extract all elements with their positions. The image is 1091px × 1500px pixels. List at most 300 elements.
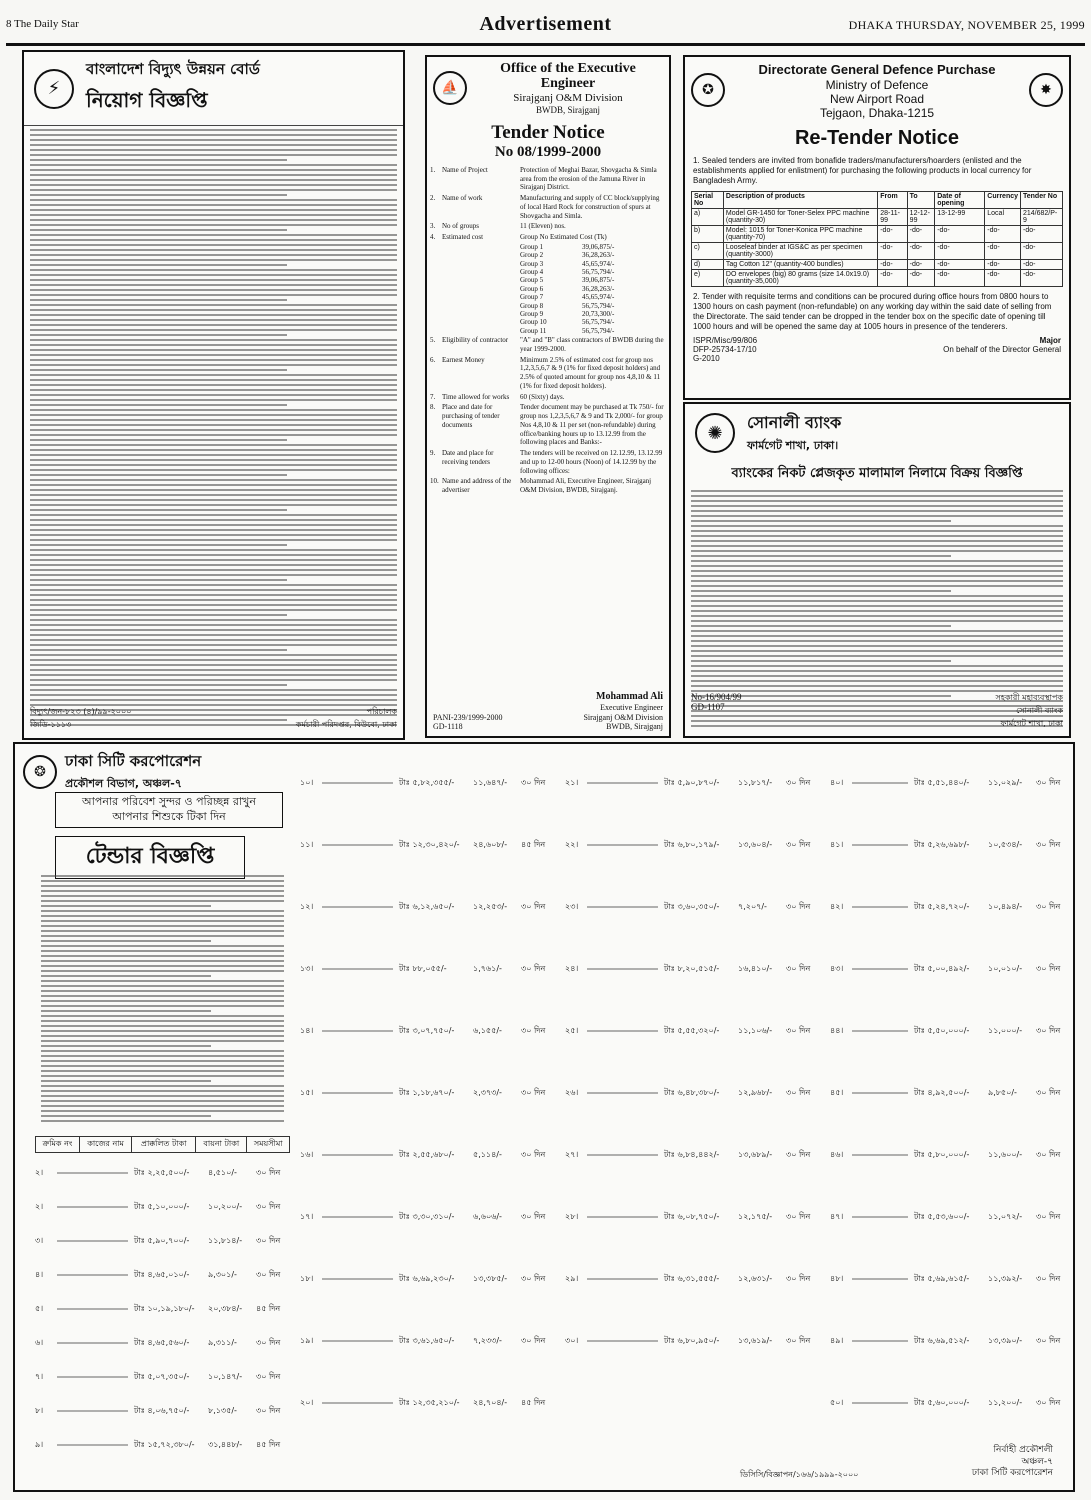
dcc-slogan-2: আপনার শিশুকে টিকা দিন [112, 809, 226, 823]
text-line [30, 574, 397, 576]
dcc-row-sn: ১১। [300, 839, 314, 849]
bpdb-logo-icon: ⚡ [34, 69, 74, 109]
dcc-dept: প্রকৌশল বিভাগ, অঞ্চল-৭ [65, 777, 182, 790]
dcc-row-ern: ১১,১০৬/- [738, 1025, 773, 1035]
bwdb-group-row [427, 285, 669, 293]
dgdp-logo-icon: ✪ [691, 73, 725, 107]
bwdb-row-v: Group No Estimated Cost (Tk) [520, 233, 607, 242]
table-cell: Looseleaf binder at IGS&C as per specimen (quantity-3000) [723, 242, 877, 259]
text-line [30, 329, 397, 331]
text-line [30, 154, 397, 156]
text-line [30, 394, 397, 396]
text-line [41, 1025, 284, 1027]
dcc-row-ern: ৭,২০৭/- [738, 901, 767, 911]
text-line [41, 935, 284, 937]
sonali-footer [691, 692, 1063, 731]
bpdb-gd: জিডি-১১১৩ [30, 720, 72, 729]
bwdb-group-cost: 45,65,974/- [582, 259, 615, 268]
bwdb-row-v: "A" and "B" class contractors of BWDB during the year 1999-2000. [520, 336, 664, 353]
bwdb-row-n: 5. [430, 336, 436, 345]
text-line [30, 489, 397, 491]
text-line [691, 645, 1063, 647]
bpdb-footer [30, 706, 397, 732]
text-line [691, 550, 1063, 552]
text-line [691, 525, 1063, 527]
text-line [41, 975, 211, 977]
dcc-tender-row [565, 1248, 820, 1310]
dcc-row-sn: ৪। [35, 1269, 44, 1279]
sonali-ref2: GD-1107 [691, 702, 725, 712]
dcc-row-sn: ৩। [35, 1235, 44, 1245]
bwdb-group-row [427, 293, 669, 301]
text-line [30, 344, 397, 346]
dcc-tender-row [565, 1000, 820, 1062]
bwdb-group-cost: 45,65,974/- [582, 293, 615, 302]
dcc-column-4 [830, 752, 1070, 1407]
dcc-row-tx [57, 1240, 128, 1242]
bwdb-group-row [427, 243, 669, 251]
text-line [30, 439, 287, 441]
dcc-tender-row [830, 1372, 1070, 1434]
dcc-row-amt: টাঃ ৫,০০,৪৯২/- [914, 963, 970, 973]
dcc-tender-row [35, 1156, 290, 1190]
text-line [30, 274, 397, 276]
dcc-row-dd: ৩০ দিন [786, 1211, 811, 1221]
table-cell: -do- [985, 269, 1021, 286]
dgdp-address-1: New Airport Road [829, 91, 925, 106]
bwdb-group-cost: 56,75,794/- [582, 301, 615, 310]
dcc-col-header: সময়সীমা [247, 1137, 290, 1153]
dcc-row-tx [852, 1216, 908, 1218]
text-line [691, 650, 1063, 652]
text-line [30, 244, 397, 246]
text-line [30, 549, 397, 551]
text-line [30, 424, 397, 426]
dcc-row-ern: ১১,৮১৭/- [738, 777, 773, 787]
dcc-row-dd: ৩০ দিন [256, 1269, 281, 1279]
bwdb-row-v: Mohammad Ali, Executive Engineer, Sirajganj O&M Division, BWDB, Sirajganj. [520, 477, 652, 495]
dcc-row-tx [57, 1206, 128, 1208]
dcc-tender-row [35, 1326, 290, 1360]
dcc-row-dd: ৩০ দিন [1036, 1335, 1061, 1345]
dgdp-col-header: Tender No [1021, 191, 1063, 208]
dcc-row-amt: টাঃ ২,৫৫,৬৮০/- [399, 1149, 455, 1159]
dcc-row-amt: টাঃ ১২,৩৫,২১০/- [399, 1397, 460, 1407]
text-line [41, 1015, 284, 1017]
dcc-row-ern: ১১,৬৪৭/- [473, 777, 508, 787]
text-line [30, 369, 287, 371]
bwdb-ref1: PANI-239/1999-2000 [433, 712, 503, 722]
dcc-tender-row [830, 752, 1070, 814]
dcc-row-tx [322, 1030, 393, 1032]
dcc-row-ern: ২,৩৭৩/- [473, 1087, 502, 1097]
table-cell: -do- [985, 225, 1021, 242]
text-line [30, 419, 397, 421]
dcc-row-dd: ৩০ দিন [1036, 963, 1061, 973]
dcc-row-dd: ৩০ দিন [1036, 1397, 1061, 1407]
dcc-row-ern: ১৩,৬০৪/- [738, 839, 773, 849]
dcc-row-tx [322, 1402, 393, 1404]
text-line [30, 374, 397, 376]
text-line [41, 1000, 284, 1002]
table-cell: -do- [1021, 269, 1063, 286]
dcc-row-sn: ১৬। [300, 1149, 314, 1159]
text-line [691, 560, 1063, 562]
text-line [41, 1005, 284, 1007]
text-line [30, 149, 397, 151]
dcc-row-sn: ২৪। [565, 963, 579, 973]
dcc-tender-row [830, 1248, 1070, 1310]
text-line [30, 699, 397, 701]
bwdb-group-name: Group 2 [520, 251, 544, 260]
text-line [30, 524, 397, 526]
text-line [41, 940, 211, 942]
dcc-row-ern: ১,৭৬১/- [473, 963, 502, 973]
dcc-row-ern: ১০,১৪৭/- [208, 1371, 243, 1381]
dcc-tender-row [565, 876, 820, 938]
text-line [30, 254, 397, 256]
bwdb-row [427, 392, 669, 403]
text-line [30, 534, 397, 536]
dcc-tender-row [830, 1000, 1070, 1062]
text-line [30, 379, 397, 381]
dcc-row-dd: ৩০ দিন [256, 1201, 281, 1211]
dcc-row-amt: টাঃ ৩,০৭,৭৫০/- [399, 1025, 455, 1035]
dcc-row-sn: ১৯। [300, 1335, 314, 1345]
text-line [30, 199, 397, 201]
bwdb-group-cost: 56,75,794/- [582, 326, 615, 335]
dcc-row-tx [322, 782, 393, 784]
text-line [41, 1040, 284, 1042]
dcc-tender-row [565, 1062, 820, 1124]
bwdb-row-k: Name and address of the advertiser [442, 477, 512, 495]
table-row [692, 259, 1063, 269]
bwdb-row-v: 60 (Sixty) days. [520, 392, 565, 401]
text-line [30, 529, 397, 531]
dcc-row-amt: টাঃ ৫,৫৩,৬০০/- [914, 1211, 970, 1221]
table-cell: -do- [907, 242, 935, 259]
dcc-row-dd: ৩০ দিন [1036, 1025, 1061, 1035]
text-line [41, 960, 284, 962]
text-line [30, 464, 397, 466]
dcc-tender-row [830, 1310, 1070, 1372]
bwdb-group-row [427, 251, 669, 259]
bwdb-office: Office of the Executive Engineer [500, 61, 636, 92]
text-line [30, 629, 397, 631]
bwdb-row-n: 1. [430, 165, 436, 174]
dcc-row-tx [852, 782, 908, 784]
bpdb-recruitment-ad [22, 50, 405, 740]
dcc-row-tx [852, 1154, 908, 1156]
bwdb-row [427, 335, 669, 355]
text-line [41, 1095, 284, 1097]
dcc-row-sn: ৪৩। [830, 963, 844, 973]
bwdb-tender-no: No 08/1999-2000 [494, 143, 602, 160]
dcc-tender-row [35, 1190, 290, 1224]
table-cell: -do- [985, 259, 1021, 269]
text-line [41, 965, 284, 967]
dcc-row-amt: টাঃ ৪,৬৫,৫৬০/- [134, 1337, 190, 1347]
dcc-tender-row [830, 1186, 1070, 1248]
bwdb-signature [583, 691, 663, 732]
text-line [30, 474, 287, 476]
dcc-row-ern: ১২,৬৩১/- [738, 1273, 773, 1283]
text-line [30, 569, 397, 571]
text-line [30, 484, 397, 486]
text-line [691, 500, 1063, 502]
dcc-row-amt: টাঃ ৮৮,০৫৫/- [399, 963, 447, 973]
table-cell: -do- [907, 259, 935, 269]
dcc-row-sn: ২৫। [565, 1025, 579, 1035]
text-line [30, 309, 397, 311]
dcc-row-dd: ৩০ দিন [786, 1025, 811, 1035]
text-line [30, 669, 397, 671]
text-line [30, 194, 287, 196]
dcc-row-amt: টাঃ ৬,৮০,৯৫০/- [664, 1335, 720, 1345]
dcc-logo-icon: ❂ [23, 755, 57, 789]
text-line [30, 634, 397, 636]
text-line [30, 639, 397, 641]
dgdp-col-header: Serial No [692, 191, 724, 208]
dcc-tender-row [35, 1360, 290, 1394]
dcc-row-sn: ১৭। [300, 1211, 314, 1221]
text-line [30, 184, 397, 186]
dcc-row-dd: ৪৫ দিন [521, 1397, 546, 1407]
bwdb-group-name: Group 4 [520, 267, 544, 276]
text-line [30, 624, 397, 626]
dcc-tender-row [565, 752, 820, 814]
dcc-tender-row [300, 752, 555, 814]
dcc-row-sn: ৯। [35, 1439, 44, 1449]
text-line [30, 414, 397, 416]
dcc-row-ern: ১০,২০০/- [208, 1201, 243, 1211]
text-line [691, 655, 1063, 657]
dgdp-col-header: From [878, 191, 907, 208]
dcc-row-sn: ৪৪। [830, 1025, 844, 1035]
text-line [41, 950, 284, 952]
text-line [691, 505, 1063, 507]
dcc-row-sn: ৪৮। [830, 1273, 844, 1283]
dcc-column-1 [35, 1156, 290, 1476]
bwdb-group-row [427, 318, 669, 326]
dcc-row-sn: ৪৭। [830, 1211, 844, 1221]
bwdb-row-n: 8. [430, 403, 436, 412]
dcc-tender-ad [13, 742, 1075, 1492]
bwdb-row-n: 9. [430, 449, 436, 458]
sonali-ref1: No-16/904/99 [691, 692, 742, 702]
text-line [30, 354, 397, 356]
bwdb-row-k: Date and place for receiving tenders [442, 449, 494, 466]
text-line [30, 204, 397, 206]
dcc-row-amt: টাঃ ৩,৬১,৬৫০/- [399, 1335, 455, 1345]
text-line [41, 1075, 284, 1077]
bwdb-group-name: Group 1 [520, 242, 544, 251]
dcc-row-ern: ৯,৮৫০/- [988, 1087, 1017, 1097]
dcc-table-header [35, 1136, 290, 1153]
dcc-row-sn: ২৬। [565, 1087, 579, 1097]
text-line [41, 875, 284, 877]
text-line [30, 219, 397, 221]
text-line [691, 615, 1063, 617]
dcc-sign-2: অঞ্চল-৭ [1021, 1456, 1053, 1467]
dcc-row-sn: ১৪। [300, 1025, 314, 1035]
dcc-row-sn: ১৩। [300, 963, 314, 973]
bwdb-row [427, 476, 669, 496]
text-line [691, 640, 1063, 642]
text-line [30, 694, 397, 696]
dcc-row-ern: ১০,০১০/- [988, 963, 1023, 973]
dcc-row-tx [587, 844, 658, 846]
dcc-tender-row [300, 876, 555, 938]
table-row [692, 225, 1063, 242]
dcc-row-dd: ৩০ দিন [256, 1371, 281, 1381]
dcc-row-sn: ১৮। [300, 1273, 314, 1283]
dcc-row-dd: ৩০ দিন [786, 839, 811, 849]
table-cell: -do- [907, 269, 935, 286]
text-line [691, 625, 951, 627]
text-line [30, 284, 397, 286]
dcc-row-amt: টাঃ ৬,৩১,৫৫৫/- [664, 1273, 720, 1283]
dcc-row-sn: ৪৫। [830, 1087, 844, 1097]
text-line [30, 144, 397, 146]
bwdb-group-cost: 56,75,794/- [582, 267, 615, 276]
text-line [30, 454, 397, 456]
bpdb-sign-office: কর্মচারী পরিদপ্তর, বিউবো, ঢাকা [295, 720, 397, 729]
text-line [30, 594, 397, 596]
text-line [30, 139, 397, 141]
dcc-row-tx [852, 844, 908, 846]
dgdp-sign-rank: Major [1039, 335, 1061, 345]
dcc-row-dd: ৩০ দিন [786, 1335, 811, 1345]
text-line [30, 514, 397, 516]
text-line [30, 384, 397, 386]
bwdb-group-name: Group 9 [520, 309, 544, 318]
text-line [691, 515, 1063, 517]
dcc-row-ern: ২৪,৬০৮/- [473, 839, 508, 849]
sonali-auction-ad [683, 402, 1071, 738]
table-cell: -do- [935, 242, 985, 259]
text-line [30, 609, 397, 611]
sonali-logo-icon: ✺ [695, 413, 735, 453]
table-row [692, 269, 1063, 286]
text-line [30, 494, 397, 496]
dcc-row-ern: ৬,১৫৫/- [473, 1025, 502, 1035]
text-line [30, 599, 397, 601]
dcc-row-dd: ৩০ দিন [256, 1405, 281, 1415]
text-line [30, 444, 397, 446]
dcc-tender-row [300, 1186, 555, 1248]
dcc-row-ern: ৮,১৩৫/- [208, 1405, 237, 1415]
text-line [30, 359, 397, 361]
text-line [41, 985, 284, 987]
bwdb-group-name: Group 7 [520, 293, 544, 302]
dcc-row-sn: ২২। [565, 839, 579, 849]
bwdb-group-cost: 56,75,794/- [582, 318, 615, 327]
table-cell: a) [692, 208, 724, 225]
dcc-row-dd: ৩০ দিন [786, 1149, 811, 1159]
dcc-row-tx [57, 1172, 128, 1174]
table-cell: d) [692, 259, 724, 269]
dcc-tender-row [35, 1394, 290, 1428]
bwdb-row [427, 448, 669, 476]
text-line [41, 1090, 284, 1092]
bpdb-header [24, 52, 403, 126]
table-cell: 28-11-99 [878, 208, 907, 225]
text-line [30, 264, 287, 266]
dcc-intro-text [35, 872, 290, 1132]
bwdb-group-row [427, 310, 669, 318]
text-line [30, 469, 397, 471]
text-line [30, 269, 397, 271]
dcc-row-ern: ১১,২০০/- [988, 1397, 1023, 1407]
dcc-row-dd: ৩০ দিন [256, 1235, 281, 1245]
dcc-tender-row [565, 814, 820, 876]
text-line [41, 1020, 284, 1022]
text-line [41, 1010, 211, 1012]
dcc-row-ern: ১১,৮১৪/- [208, 1235, 243, 1245]
dcc-row-amt: টাঃ ৫,৮২,৩৫৫/- [399, 777, 455, 787]
bwdb-group-row [427, 302, 669, 310]
dcc-row-dd: ৩০ দিন [521, 777, 546, 787]
bwdb-sign-org: BWDB, Sirajganj [606, 722, 663, 732]
dcc-row-tx [852, 968, 908, 970]
dcc-tender-row [300, 814, 555, 876]
text-line [691, 510, 1063, 512]
text-line [30, 619, 397, 621]
text-line [691, 495, 1063, 497]
dcc-row-dd: ৩০ দিন [786, 963, 811, 973]
dcc-row-sn: ৪৯। [830, 1335, 844, 1345]
text-line [30, 314, 397, 316]
text-line [30, 189, 397, 191]
text-line [30, 679, 397, 681]
bwdb-row [427, 165, 669, 193]
dcc-row-sn: ৪৬। [830, 1149, 844, 1159]
dcc-row-dd: ৩০ দিন [521, 1025, 546, 1035]
bwdb-row-k: Name of work [442, 194, 483, 203]
dgdp-ministry: Ministry of Defence [825, 77, 929, 92]
text-line [691, 600, 1063, 602]
text-line [30, 589, 397, 591]
bpdb-sign-role: পরিচালক [366, 707, 397, 716]
dcc-row-ern: ১১,৬০০/- [988, 1149, 1023, 1159]
dcc-row-tx [322, 1278, 393, 1280]
text-line [30, 179, 397, 181]
text-line [30, 654, 397, 656]
dcc-row-tx [587, 1340, 658, 1342]
text-line [41, 1050, 284, 1052]
dcc-row-dd: ৩০ দিন [1036, 1273, 1061, 1283]
text-line [30, 684, 287, 686]
bwdb-org: BWDB, Sirajganj [536, 104, 600, 115]
text-line [41, 900, 284, 902]
bwdb-tender-title: Tender Notice [491, 121, 605, 143]
bwdb-row-n: 7. [430, 392, 436, 401]
dcc-row-tx [322, 968, 393, 970]
dcc-tender-row [830, 814, 1070, 876]
bwdb-division: Sirajganj O&M Division [513, 91, 623, 104]
dcc-row-ern: ১১,০২৯/- [988, 777, 1023, 787]
dcc-row-tx [322, 844, 393, 846]
bpdb-org-name: বাংলাদেশ বিদ্যুৎ উন্নয়ন বোর্ড [86, 60, 260, 78]
text-line [691, 575, 1063, 577]
dgdp-col-header: Date of opening [935, 191, 985, 208]
text-line [41, 925, 284, 927]
dcc-col-header: ক্রমিক নং [36, 1137, 80, 1153]
table-cell: -do- [1021, 242, 1063, 259]
sonali-branch: ফার্মগেট শাখা, ঢাকা। [747, 439, 839, 452]
table-cell: -do- [1021, 225, 1063, 242]
